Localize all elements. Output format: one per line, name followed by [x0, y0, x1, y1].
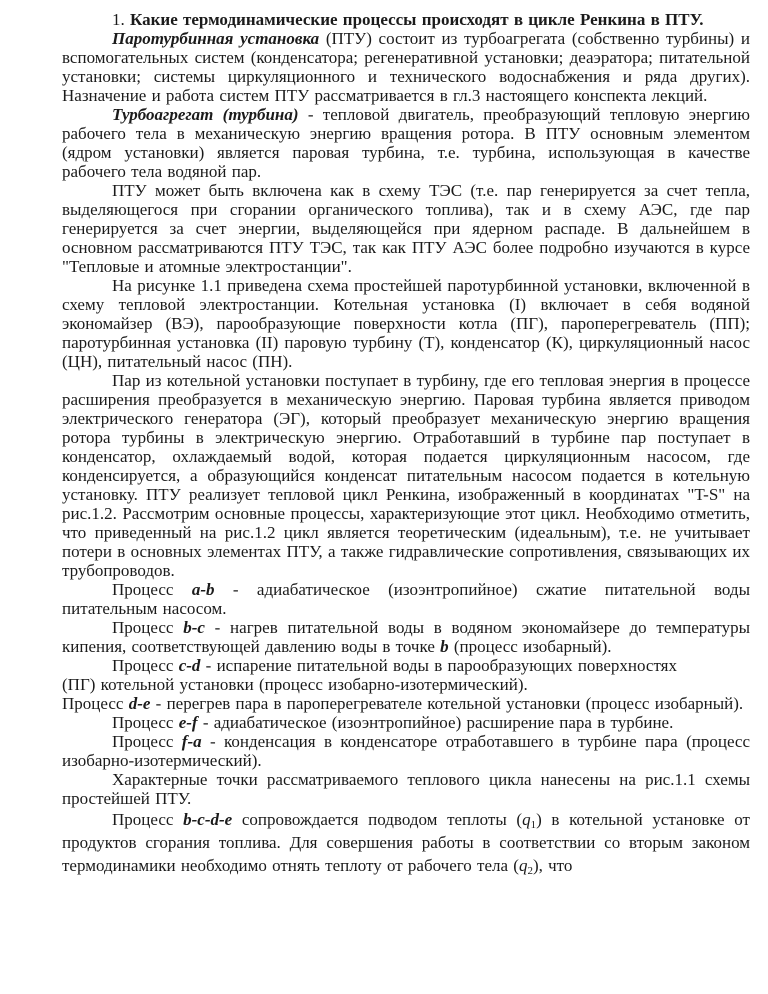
paragraph-process-f-a: Процесс f-a - конденсация в конденсаторе отработавшего в турбине пара (процесс изобарно-изотермический). — [62, 732, 751, 770]
paragraph-process-a-b: Процесс a-b - адиабатическое (изоэнтропийное) сжатие питательной воды питательным насосом. — [62, 580, 751, 618]
paragraph-turboagregat: Турбоагрегат (турбина) - тепловой двигатель, преобразующий тепловую энергию рабочего тела в механическую энергию вращения ротора. В ПТУ основным элементом (ядром установки) является паровая турбина, т.е. турбина, использующая в качестве рабочего тела водяной пар. — [62, 105, 750, 181]
paragraph-process-c-d: Процесс c-d - испарение питательной воды в парообразующих поверхностях (ПГ) котельной установки (процесс изобарно-изотермический). — [62, 656, 677, 694]
paragraph-process-b-c-d-e: Процесс b-c-d-e сопровождается подводом теплоты (q1) в котельной установке от продуктов сгорания топлива. Для совершения работы в соответствии со вторым законом термодинамики необходимо отнять теплоту от рабочего тела (q2), что — [62, 810, 750, 877]
paragraph-ptu-intro: Паротурбинная установка (ПТУ) состоит из турбоагрегата (собственно турбины) и вспомогательных систем (конденсатора; регенеративной установки; деаэратора; питательной установки; системы циркуляционного и технического водоснабжения и ряда других). Назначение и работа систем ПТУ рассматривается в гл.3 настоящего конспекта лекций. — [62, 29, 750, 105]
paragraph-process-d-e: Процесс d-e - перегрев пара в пароперегревателе котельной установки (процесс изобарный). — [62, 694, 744, 713]
paragraph-steam-flow-rankine: Пар из котельной установки поступает в турбину, где его тепловая энергия в процессе расширения преобразуется в механическую энергию. Паровая турбина является приводом электрического генератора (ЭГ), который преобразует механическую энергию вращения ротора турбины в электрическую энергию. Отработавший в турбине пар поступает в конденсатор, охлаждаемый водой, которая подается циркуляционным насосом, где конденсируется, а образующийся конденсат питательным насосом подается в котельную установку. ПТУ реализует тепловой цикл Ренкина, изображенный в координатах "T-S" на рис.1.2. Рассмотрим основные процессы, характеризующие этот цикл. Необходимо отметить, что приведенный на рис.1.2 цикл является теоретическим (идеальным), т.е. не учитывает потери в основных элементах ПТУ, а также гидравлические сопротивления, связывающих их трубопроводов. — [62, 371, 750, 580]
paragraph-figure-1-1: На рисунке 1.1 приведена схема простейшей паротурбинной установки, включенной в схему тепловой электростанции. Котельная установка (I) включает в себя водяной экономайзер (ВЭ), парообразующие поверхности котла (ПГ), пароперегреватель (ПП); паротурбинная установка (II) паровую турбину (Т), конденсатор (К), циркуляционный насос (ЦН), питательный насос (ПН). — [62, 276, 750, 371]
paragraph-process-b-c: Процесс b-c - нагрев питательной воды в водяном экономайзере до температуры кипения, соответствующей давлению воды в точке b (процесс изобарный). — [62, 618, 751, 656]
paragraph-cycle-points: Характерные точки рассматриваемого теплового цикла нанесены на рис.1.1 схемы простейшей ПТУ. — [62, 770, 750, 808]
paragraph-tes-aes: ПТУ может быть включена как в схему ТЭС (т.е. пар генерируется за счет тепла, выделяющегося при сгорании органического топлива), так и в схему АЭС, где пар генерируется за счет энергии, выделяющейся при ядерном распаде. В дальнейшем в основном рассматриваются ПТУ ТЭС, так как ПТУ АЭС более подробно изучаются в курсе "Тепловые и атомные электростанции". — [62, 181, 750, 276]
paragraph-process-e-f: Процесс e-f - адиабатическое (изоэнтропийное) расширение пара в турбине. — [112, 713, 674, 732]
heading: 1. Какие термодинамические процессы происходят в цикле Ренкина в ПТУ. — [112, 10, 704, 29]
